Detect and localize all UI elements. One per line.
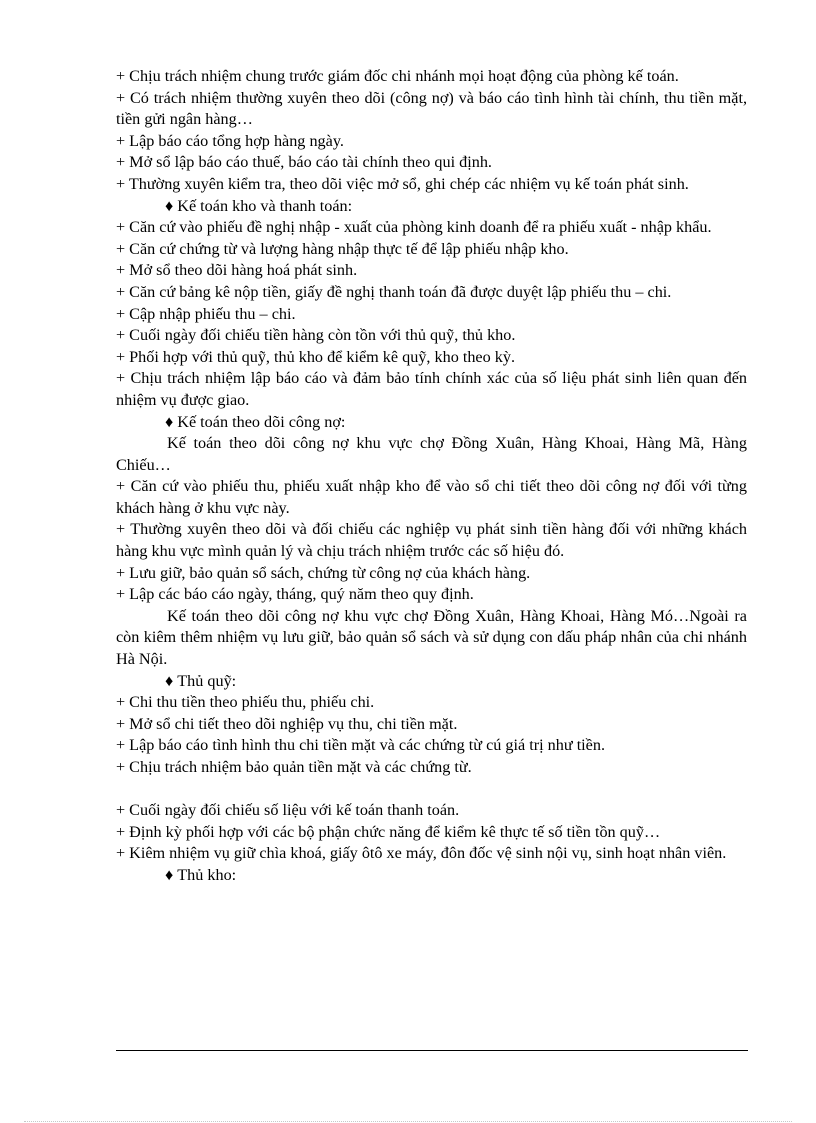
paragraph: + Căn cứ chứng từ và lượng hàng nhập thực tế để lập phiếu nhập kho. (116, 239, 569, 258)
paragraph: + Cập nhập phiếu thu – chi. (116, 304, 296, 323)
paragraph: + Căn cứ bảng kê nộp tiền, giấy đề nghị thanh toán đã được duyệt lập phiếu thu – chi. (116, 282, 672, 301)
diamond-bullet-icon: ♦ (165, 671, 174, 690)
paragraph: + Mở sổ chi tiết theo dõi nghiệp vụ thu, chi tiền mặt. (116, 714, 458, 733)
paragraph: + Chi thu tiền theo phiếu thu, phiếu chi. (116, 693, 375, 712)
page-edge (24, 1121, 792, 1122)
diamond-bullet-icon: ♦ (165, 412, 174, 431)
section-heading-text: Kế toán theo dõi công nợ: (177, 412, 346, 431)
paragraph: + Lưu giữ, bảo quản sổ sách, chứng từ công nợ của khách hàng. (116, 563, 531, 582)
footer-rule (116, 1050, 748, 1051)
paragraph: + Phối hợp với thủ quỹ, thủ kho để kiểm kê quỹ, kho theo kỳ. (116, 347, 515, 366)
diamond-bullet-icon: ♦ (165, 196, 174, 215)
paragraph: + Định kỳ phối hợp với các bộ phận chức năng để kiểm kê thực tế số tiền tồn quỹ… (116, 822, 661, 841)
document-body (116, 66, 747, 887)
diamond-bullet-icon: ♦ (165, 865, 174, 884)
paragraph: + Thường xuyên theo dõi và đối chiếu các nghiệp vụ phát sinh tiền hàng đối với những khách hàng khu vực mình quản lý và chịu trách nhiệm trước các số hiệu đó. (116, 520, 747, 561)
paragraph: + Có trách nhiệm thường xuyên theo dõi (công nợ) và báo cáo tình hình tài chính, thu tiền mặt, tiền gửi ngân hàng… (116, 88, 747, 129)
section-heading-text: Kế toán kho và thanh toán: (177, 196, 353, 215)
paragraph: + Căn cứ vào phiếu đề nghị nhập - xuất của phòng kinh doanh để ra phiếu xuất - nhập khẩu. (116, 218, 712, 237)
paragraph: + Thường xuyên kiểm tra, theo dõi việc mở sổ, ghi chép các nhiệm vụ kế toán phát sinh. (116, 174, 689, 193)
section-heading-text: Thủ kho: (177, 865, 237, 884)
paragraph: + Căn cứ vào phiếu thu, phiếu xuất nhập kho để vào sổ chi tiết theo dõi công nợ đối với từng khách hàng ở khu vực này. (116, 477, 747, 517)
paragraph: + Chịu trách nhiệm lập báo cáo và đảm bảo tính chính xác của số liệu phát sinh liên quan đến nhiệm vụ được giao. (116, 369, 747, 409)
paragraph: + Lập các báo cáo ngày, tháng, quý năm theo quy định. (116, 585, 474, 604)
paragraph: + Lập báo cáo tổng hợp hàng ngày. (116, 131, 344, 150)
paragraph: + Lập báo cáo tình hình thu chi tiền mặt và các chứng từ cú giá trị như tiền. (116, 736, 606, 755)
section-heading (116, 865, 747, 887)
blank-line (116, 779, 747, 801)
paragraph: + Chịu trách nhiệm bảo quản tiền mặt và các chứng từ. (116, 758, 472, 776)
paragraph: + Chịu trách nhiệm chung trước giám đốc chi nhánh mọi hoạt động của phòng kế toán. (116, 67, 679, 85)
indented-paragraph: Kế toán theo dõi công nợ khu vực chợ Đồng Xuân, Hàng Khoai, Hàng Mó…Ngoài ra còn kiêm thêm nhiệm vụ lưu giữ, bảo quản sổ sách và sử dụng con dấu pháp nhân của chi nhánh Hà Nội. (116, 606, 747, 669)
section-heading-text: Thủ quỹ: (177, 671, 237, 690)
paragraph: + Mở sổ theo dõi hàng hoá phát sinh. (116, 261, 358, 280)
paragraph: + Cuối ngày đối chiếu tiền hàng còn tồn với thủ quỹ, thủ kho. (116, 326, 516, 345)
section-heading (116, 671, 747, 693)
section-heading (116, 412, 747, 434)
indented-paragraph: Kế toán theo dõi công nợ khu vực chợ Đồng Xuân, Hàng Khoai, Hàng Mã, Hàng Chiếu… (116, 434, 747, 474)
paragraph: + Kiêm nhiệm vụ giữ chìa khoá, giấy ôtô xe máy, đôn đốc vệ sinh nội vụ, sinh hoạt nhân viên. (116, 844, 727, 863)
section-heading (116, 196, 747, 218)
paragraph: + Cuối ngày đối chiếu số liệu với kế toán thanh toán. (116, 801, 460, 820)
paragraph: + Mở sổ lập báo cáo thuế, báo cáo tài chính theo qui định. (116, 153, 492, 172)
